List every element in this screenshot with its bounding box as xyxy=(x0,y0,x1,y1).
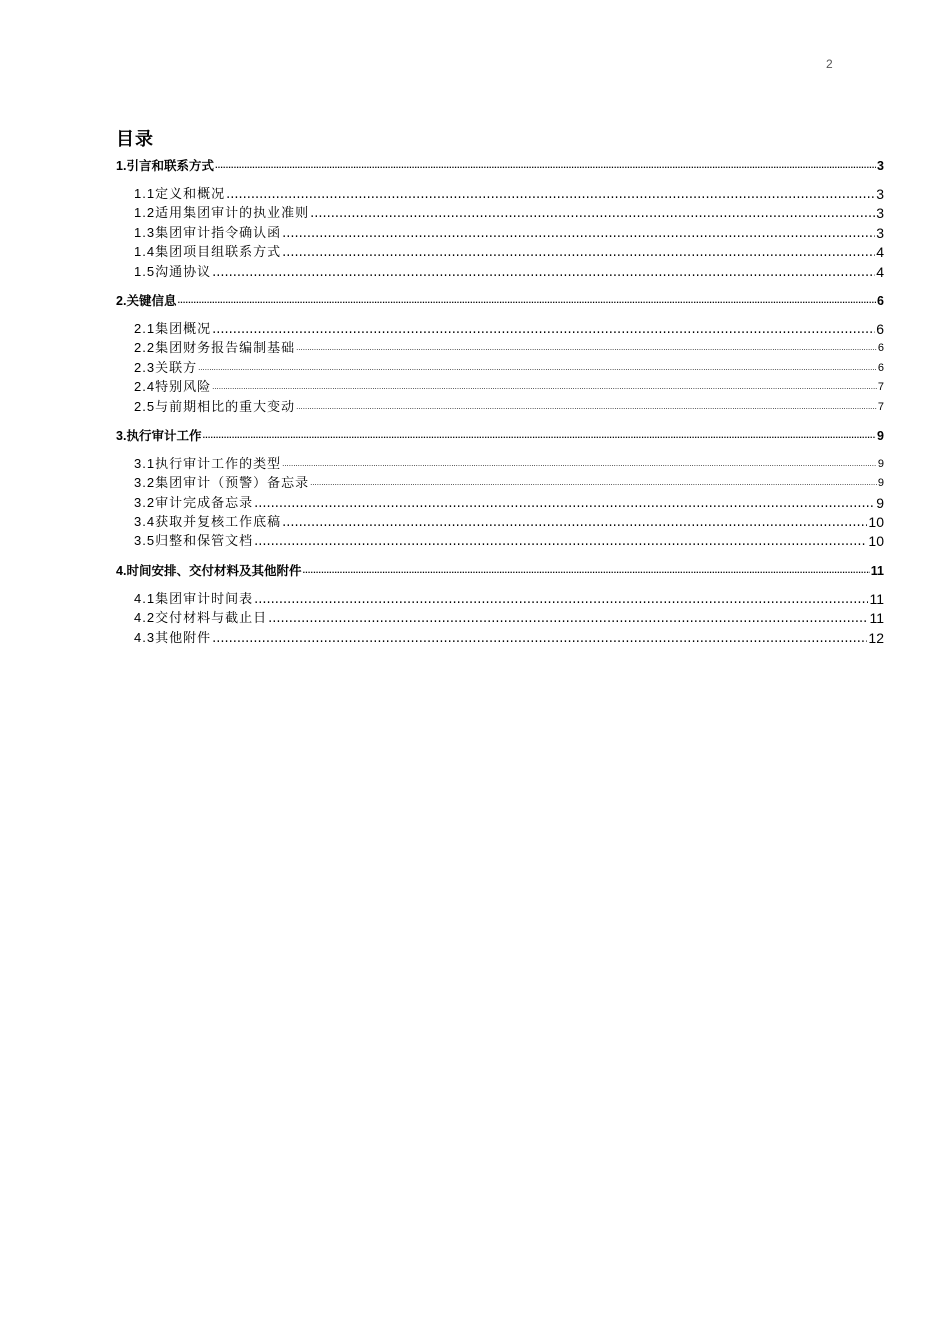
toc-page-number: 9 xyxy=(877,428,884,443)
toc-item-3-1[interactable]: 3.1执行审计工作的类型 ..... 9 xyxy=(116,455,884,474)
toc-title: 目录 xyxy=(116,129,154,150)
dot-leader xyxy=(254,596,868,609)
toc-page-number: 6 xyxy=(876,320,884,337)
dot-leader xyxy=(296,346,877,359)
toc-page-number: 6 xyxy=(877,342,884,355)
toc-page-number: 9 xyxy=(876,494,884,511)
toc-item-2-2[interactable]: 2.2集团财务报告编制基础 ..... 6 xyxy=(116,339,884,358)
dot-leader xyxy=(310,481,877,494)
toc-item-1-4[interactable]: 1.4集团项目组联系方式 ..... 4 xyxy=(116,243,884,262)
dot-leader xyxy=(212,635,867,648)
dot-leader xyxy=(198,365,877,378)
toc-section-2[interactable] xyxy=(116,291,884,311)
toc-item-3-2[interactable]: 3.2集团审计（预警）备忘录 ..... 9 xyxy=(116,474,884,493)
toc-item-1-3[interactable]: 1.3集团审计指令确认函 ..... 3 xyxy=(116,224,884,243)
dot-leader xyxy=(282,461,877,474)
dot-leader xyxy=(268,616,868,629)
toc-item-3-4[interactable]: 3.4获取并复核工作底稿 ..... 10 xyxy=(116,513,884,532)
toc-page-number: 3 xyxy=(876,205,884,222)
toc-subsection-list xyxy=(116,320,884,417)
toc-section-3[interactable] xyxy=(116,426,884,446)
toc-subsection-list xyxy=(116,185,884,282)
toc-item-1-1[interactable]: 1.1定义和概况 ..... 3 xyxy=(116,185,884,204)
toc-page-number: 4 xyxy=(876,263,884,280)
toc-item-2-5[interactable]: 2.5与前期相比的重大变动 ..... 7 xyxy=(116,398,884,417)
toc-item-2-3[interactable]: 2.3关联方 ..... 6 xyxy=(116,359,884,378)
dot-leader xyxy=(202,433,876,446)
toc-page-number: 9 xyxy=(877,477,884,490)
toc-page-number: 7 xyxy=(877,400,884,413)
toc-page-number: 11 xyxy=(870,563,884,578)
toc-section-1[interactable] xyxy=(116,156,884,176)
toc-item-1-2[interactable]: 1.2适用集团审计的执业准则 ..... 3 xyxy=(116,204,884,223)
dot-leader xyxy=(310,211,875,224)
dot-leader xyxy=(254,539,867,552)
toc-item-3-3[interactable]: 3.2审计完成备忘录 ..... 9 xyxy=(116,494,884,513)
toc-item-4-3[interactable]: 4.3其他附件 ..... 12 xyxy=(116,629,884,648)
dot-leader xyxy=(212,269,875,282)
toc-item-3-5[interactable]: 3.5归整和保管文档 ..... 10 xyxy=(116,532,884,551)
dot-leader xyxy=(212,326,875,339)
toc-section-label: 3.执行审计工作 xyxy=(116,427,202,443)
toc-section-label: 2.关键信息 xyxy=(116,292,177,308)
toc-page-number: 3 xyxy=(877,159,884,173)
toc-item-4-2[interactable]: 4.2交付材料与截止日 ..... 11 xyxy=(116,609,884,628)
toc-page-number: 4 xyxy=(876,244,884,261)
toc-page-number: 3 xyxy=(876,185,884,202)
table-of-contents xyxy=(116,156,884,648)
toc-item-2-1[interactable]: 2.1集团概况 ..... 6 xyxy=(116,320,884,339)
toc-page-number: 6 xyxy=(877,293,884,308)
dot-leader xyxy=(177,298,876,311)
toc-page-number: 10 xyxy=(868,514,884,531)
toc-item-2-4[interactable]: 2.4特别风险 ..... 7 xyxy=(116,378,884,397)
dot-leader xyxy=(296,404,877,417)
toc-item-4-1[interactable]: 4.1集团审计时间表 ..... 11 xyxy=(116,590,884,609)
dot-leader xyxy=(282,230,875,243)
page-number: 2 xyxy=(826,57,833,71)
dot-leader xyxy=(282,250,875,263)
toc-item-1-5[interactable]: 1.5沟通协议 ..... 4 xyxy=(116,263,884,282)
toc-page-number: 6 xyxy=(877,361,884,374)
dot-leader xyxy=(282,519,867,532)
toc-subsection-list xyxy=(116,455,884,552)
toc-section-label: 4.时间安排、交付材料及其他附件 xyxy=(116,562,302,578)
toc-page-number: 12 xyxy=(868,629,884,646)
toc-page-number: 11 xyxy=(869,610,884,627)
toc-section-label: 1.引言和联系方式 xyxy=(116,158,214,173)
toc-subsection-list xyxy=(116,590,884,648)
toc-section-4[interactable] xyxy=(116,561,884,581)
toc-page-number: 11 xyxy=(869,590,884,607)
dot-leader xyxy=(302,568,869,581)
toc-page-number: 9 xyxy=(877,457,884,470)
toc-page-number: 7 xyxy=(877,381,884,394)
dot-leader xyxy=(254,500,875,513)
toc-page-number: 3 xyxy=(876,224,884,241)
dot-leader xyxy=(226,191,875,204)
dot-leader xyxy=(212,385,877,398)
dot-leader xyxy=(215,164,876,177)
toc-page-number: 10 xyxy=(868,533,884,550)
